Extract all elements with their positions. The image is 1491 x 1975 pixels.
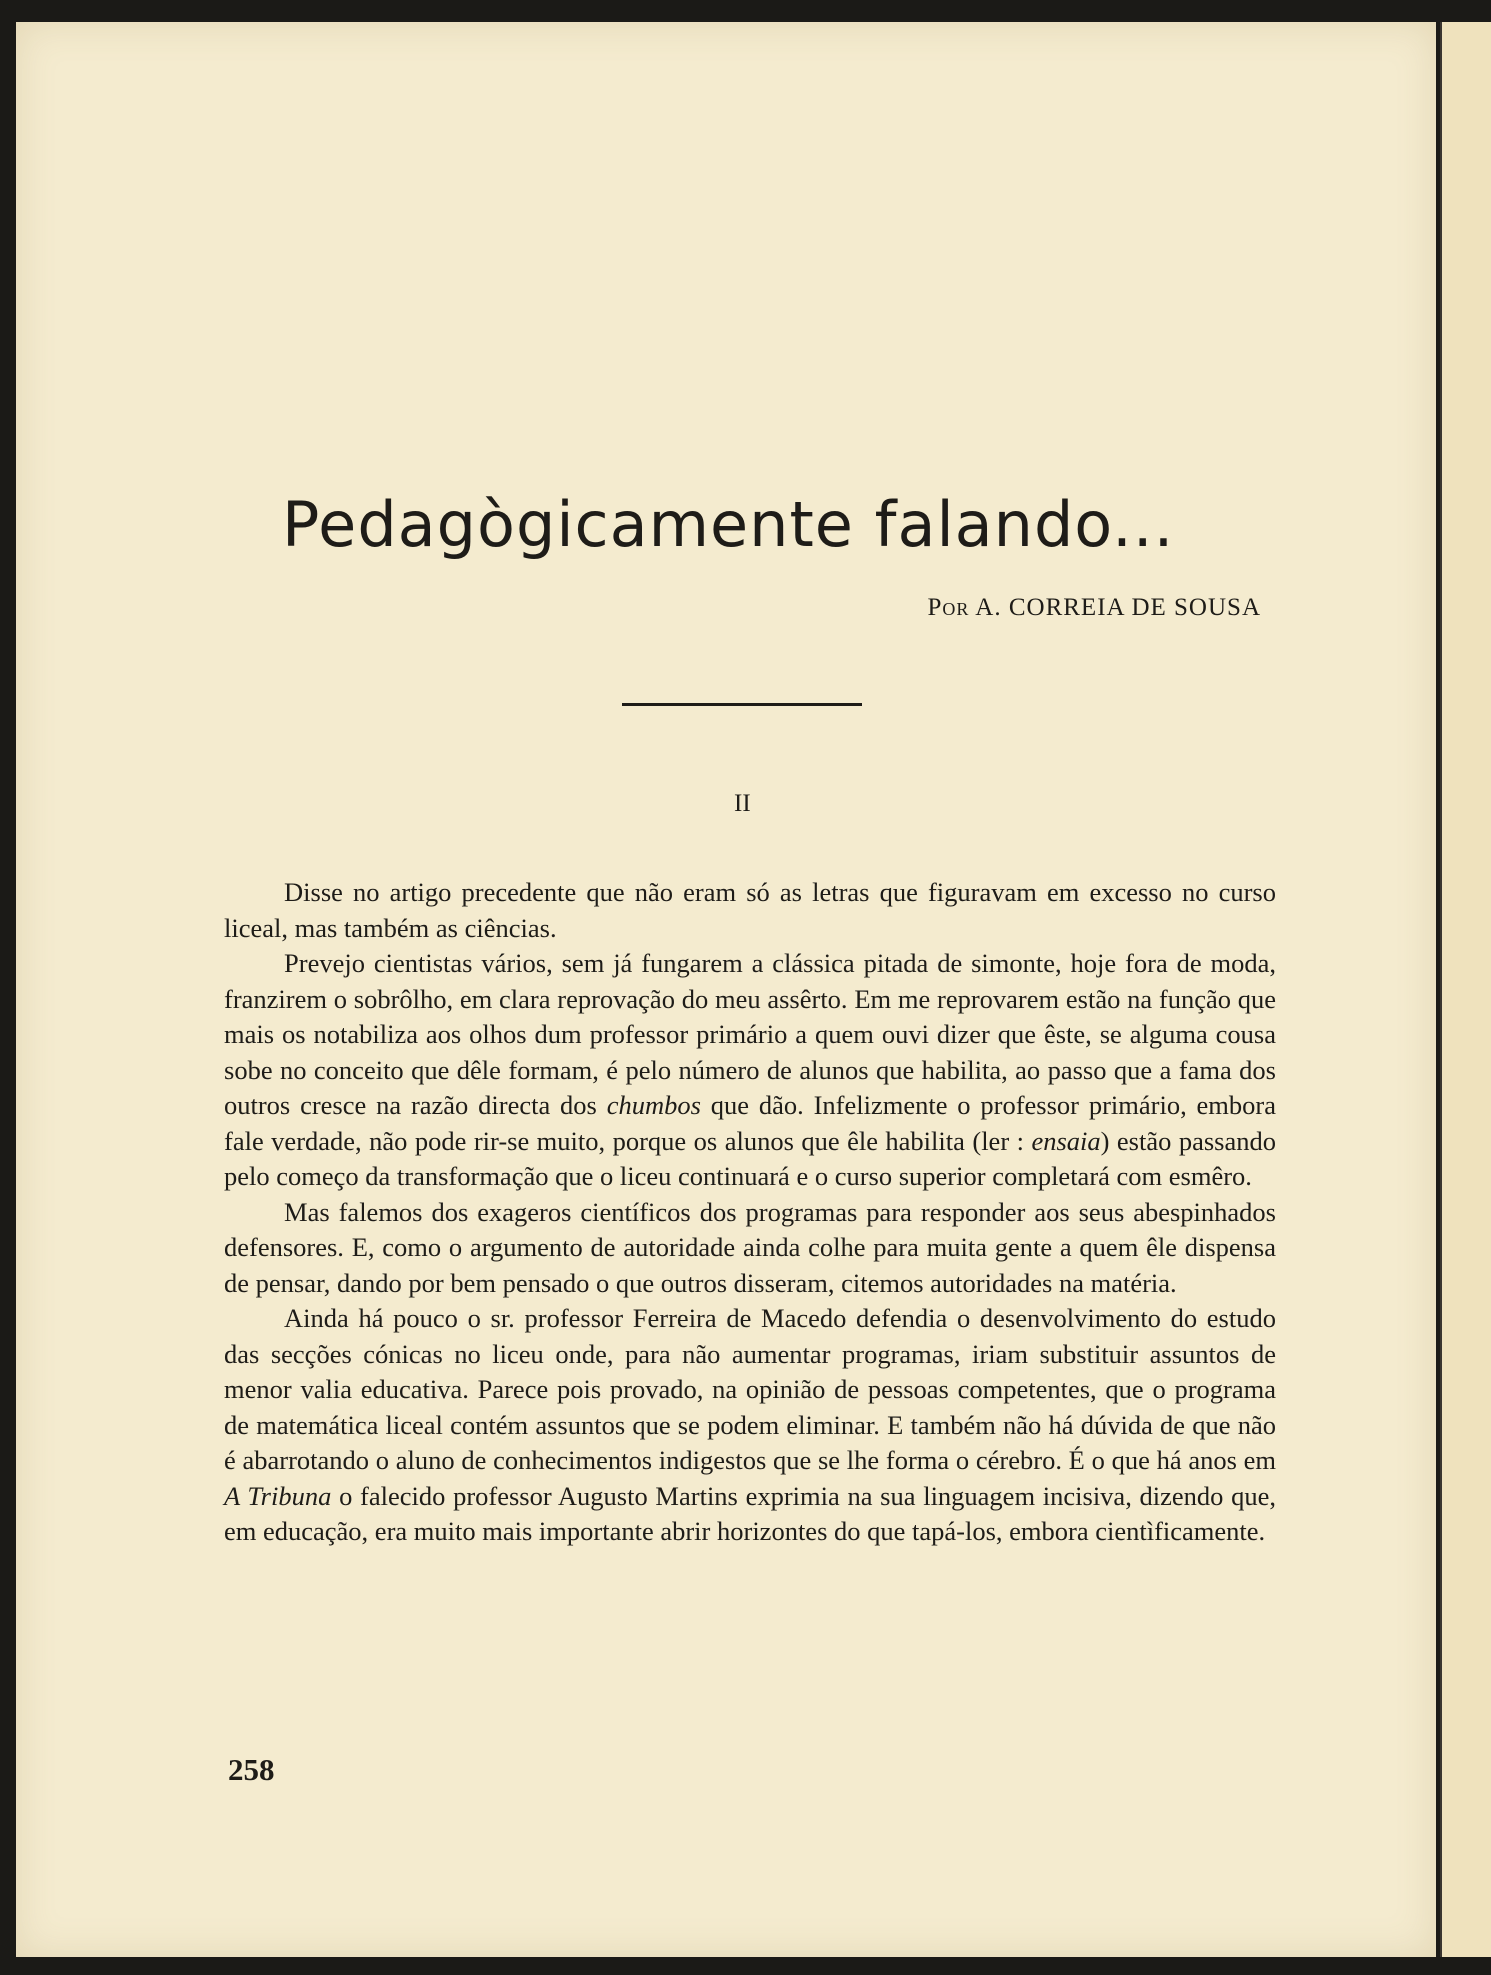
paragraph-2-part-3: ) estão passando pelo começo da transformação que o liceu continuará e o curso superior completará com esmêro. [224,1125,1276,1191]
article-body [224,875,1276,1550]
adjacent-page-edge [1440,22,1491,1957]
paragraph-4 [224,1301,1276,1550]
paragraph-2-part-1: Prevejo cientistas vários, sem já fungarem a clássica pitada de simonte, hoje fora de moda, franzirem o sobrôlho, em clara reprovação do meu assêrto. Em me reprovarem estão na função que mais os notabiliza aos olhos dum professor primário a quem ouvi dizer que êste, se alguma cousa sobe no conceito que dêle formam, é pelo número de alunos que habilita, ao passo que a fama dos outros cresce na razão directa dos [224,948,1276,1120]
author-line [928,594,1262,622]
paragraph-4-emphasis-1: A Tribuna [224,1480,332,1511]
title-divider [622,703,862,706]
article-title: Pedagògicamente falando... [282,488,1175,561]
paragraph-1: Disse no artigo precedente que não eram só as letras que figuravam em excesso no curso liceal, mas também as ciências. [224,877,1276,943]
section-number: II [734,790,751,817]
author-prefix: Por [927,594,970,621]
author-name: A. CORREIA DE SOUSA [975,594,1261,621]
paragraph-2-part-2: que dão. Infelizmente o professor primário, embora fale verdade, não pode rir-se muito, porque os alunos que êle habilita (ler : [224,1090,1276,1156]
paragraph-2-emphasis-2: ensaia [1031,1125,1101,1156]
paragraph-3: Mas falemos dos exageros científicos dos programas para responder aos seus abespinhados defensores. E, como o argumento de autoridade ainda colhe para muita gente a quem êle dispensa de pensar, dando por bem pensado o que outros disseram, citemos autoridades na matéria. [224,1196,1276,1298]
paragraph-4-part-1: Ainda há pouco o sr. professor Ferreira de Macedo defendia o desenvolvimento do estudo das secções cónicas no liceu onde, para não aumentar programas, iriam substituir assuntos de menor valia educativa. Parece pois provado, na opinião de pessoas competentes, que o programa de matemática liceal contém assuntos que se podem eliminar. E também não há dúvida de que não é abarrotando o aluno de conhecimentos indigestos que se lhe forma o cérebro. É o que há anos em [224,1303,1276,1475]
paragraph-2 [224,946,1276,1195]
paragraph-4-part-2: o falecido professor Augusto Martins exprimia na sua linguagem incisiva, dizendo que, em educação, era muito mais importante abrir horizontes do que tapá-los, embora cientìficamente. [224,1480,1276,1546]
page-number: 258 [228,1752,275,1787]
paragraph-2-emphasis-1: chumbos [606,1090,701,1120]
